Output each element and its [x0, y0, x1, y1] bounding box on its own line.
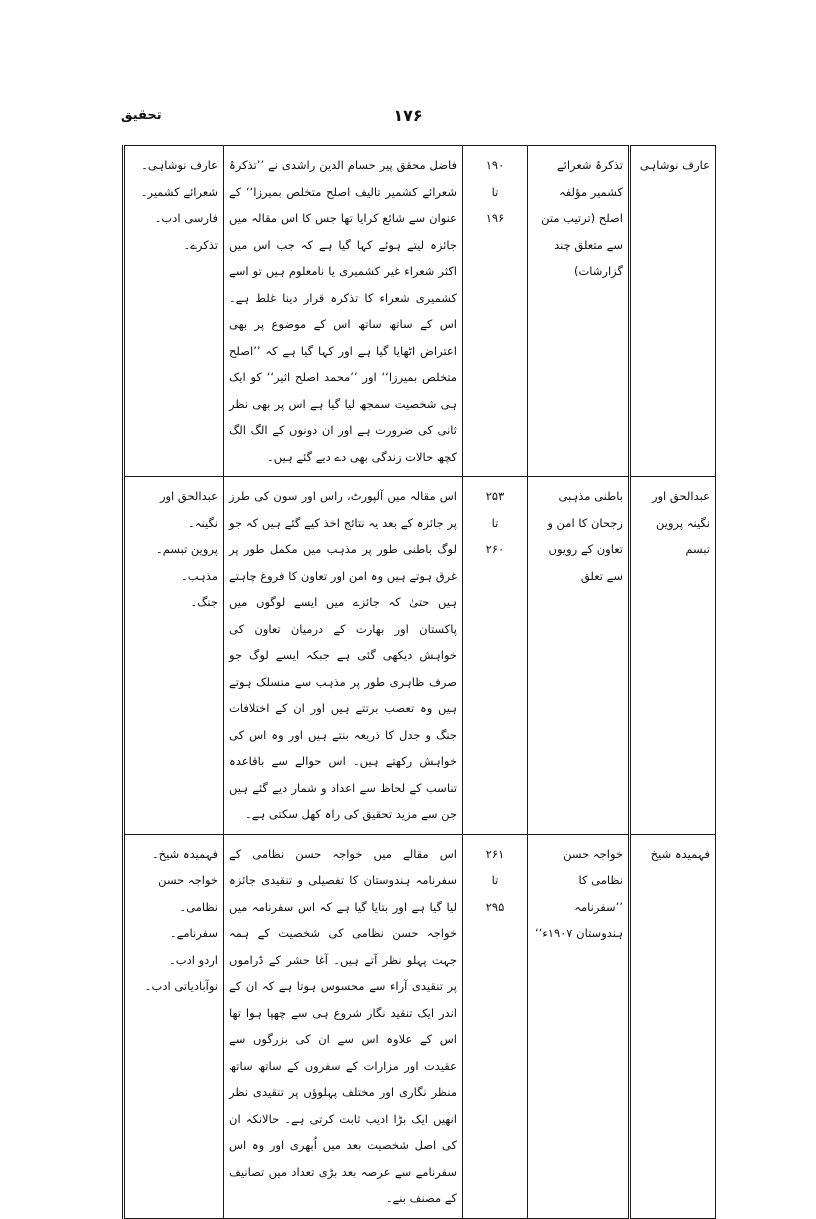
keyword: سفرنامے۔: [169, 926, 218, 940]
summary-text: اس مقالے میں خواجہ حسن نظامی کے سفرنامہ ہندوستان کا تفصیلی و تنقیدی جائزہ لیا گیا ہے اور بتایا گیا ہے کہ اس سفرنامہ میں خواجہ حسن نظامی کی شخصیت کے ہمہ جہت پہلو نظر آتے ہیں۔ آغا حشر کے ڈراموں پر تنقیدی آراء سے محسوس ہوتا ہے کہ ان کے اندر ایک تنقید نگار شروع ہی سے چھپا ہوا تھا اس کے علاوہ اس سے ان کی بزرگوں سے عقیدت اور مزارات کے سفروں کے ساتھ ساتھ منظر نگاری اور مختلف پہلوؤں پر تنقیدی نظر انھیں ایک بڑا ادیب ثابت کرتی ہے۔ حالانکہ ان کی اصل شخصیت بعد میں اُبھری اور وہ اس سفرنامے سے عرصہ بعد بڑی تعداد میں تصانیف کے مصنف بنے۔: [229, 846, 457, 1205]
summary-text: فاضل محقق پیر حسام الدین راشدی نے ’’تذکرۂ شعرائے کشمیر تالیف اصلح متخلص بمیرزا‘‘ کے عنوان سے شائع کرایا تھا جس کا اس مقالہ میں جائزہ لیتے ہوئے کہا گیا ہے کہ جب اس میں اکثر شعراء غیر کشمیری یا نامعلوم ہیں تو اسے کشمیری شعراء کا تذکرہ قرار دینا غلط ہے۔ اس کے ساتھ ساتھ اس کے موضوع پر بھی اعتراض اٹھایا گیا ہے اور کہا گیا ہے کہ ’’اصلح متخلص بمیرزا‘‘ اور ’’محمد اصلح اثیر‘‘ کو ایک ہی شخصیت سمجھ لیا گیا ہے اس پر بھی نظر ثانی کی ضرورت ہے اور ان دونوں کے الگ الگ کچھ حالات زندگی بھی دے دیے گئے ہیں۔: [229, 158, 457, 464]
page-end: ۲۶۰: [485, 542, 505, 556]
pages-cell: [463, 146, 528, 477]
keyword: تذکرے۔: [183, 237, 218, 252]
keyword: جنگ۔: [190, 595, 218, 609]
table-row: [124, 477, 716, 835]
page-start: ۲۶۱: [485, 846, 505, 861]
topic-cell: باطنی مذہبی رجحان کا امن و تعاون کے رویوں سے تعلق: [528, 477, 630, 835]
keywords-cell: [124, 477, 224, 835]
author-cell: فہمیدہ شیخ: [630, 834, 716, 1218]
keyword: مذہب۔: [181, 568, 218, 583]
summary-cell: [224, 834, 463, 1218]
page-number: ۱۷۶: [393, 106, 423, 125]
page-end: ۲۹۵: [485, 899, 505, 914]
keyword: فارسی ادب۔: [154, 211, 218, 225]
topic-cell: خواجہ حسن نظامی کا ’’سفرنامہ ہندوستان ۱۹۰۷ء‘‘: [528, 834, 630, 1218]
running-head: تحقیق: [121, 108, 162, 123]
page-range-word: تا: [491, 515, 499, 530]
pages-cell: [463, 477, 528, 835]
keyword: اردو ادب۔: [169, 952, 218, 967]
page-start: ۲۵۳: [485, 489, 505, 503]
keyword: عبدالحق اور نگینہ۔: [159, 489, 218, 530]
keyword: شعرائے کشمیر۔: [140, 184, 218, 199]
keyword: نوآبادیاتی ادب۔: [144, 979, 218, 993]
summary-text: اس مقالہ میں آلپورٹ، راس اور سون کی طرز پر جائزہ کے بعد یہ نتائج اخذ کیے گئے ہیں کہ جو لوگ باطنی طور پر مذہب میں مکمل طور پر غرق ہوتے ہیں وہ امن اور تعاون کا فروغ چاہتے ہیں حتیٰ کہ جائزے میں ایسے لوگوں میں پاکستان اور بھارت کے درمیان تعاون کی خواہش دیکھی گئی ہے جبکہ ایسے لوگ جو صرف ظاہری طور پر مذہب سے منسلک ہوتے ہیں وہ تعصب برتتے ہیں اور ان کے اختلافات جنگ و جدل کا ذریعہ بنتے ہیں اور وہ اس کی خواہش رکھتے ہیں۔ اس حوالے سے باقاعدہ تناسب کے لحاظ سے اعداد و شمار دیے گئے ہیں جن سے مزید تحقیق کی راہ کھل سکتی ہے۔: [229, 489, 457, 821]
page-range-word: تا: [491, 184, 499, 199]
pages-cell: [463, 834, 528, 1218]
table-row: [124, 146, 716, 477]
topic-cell: تذکرۂ شعرائے کشمیر مؤلفہ اصلح (ترتیب متن سے متعلق چند گزارشات): [528, 146, 630, 477]
index-table: [122, 145, 716, 1219]
keyword: فہمیدہ شیخ۔: [151, 846, 218, 861]
keyword: عارف نوشاہی۔: [141, 158, 218, 172]
keyword: خواجہ حسن نظامی۔: [158, 873, 218, 914]
keyword: پروین تبسم۔: [155, 542, 218, 556]
keywords-cell: [124, 834, 224, 1218]
page-end: ۱۹۶: [485, 211, 505, 225]
summary-cell: [224, 146, 463, 477]
author-cell: عبدالحق اور نگینہ پروین تبسم: [630, 477, 716, 835]
table-row: [124, 834, 716, 1218]
page-range-word: تا: [491, 873, 499, 887]
author-cell: عارف نوشاہی: [630, 146, 716, 477]
keywords-cell: [124, 146, 224, 477]
page-start: ۱۹۰: [485, 158, 505, 172]
summary-cell: [224, 477, 463, 835]
